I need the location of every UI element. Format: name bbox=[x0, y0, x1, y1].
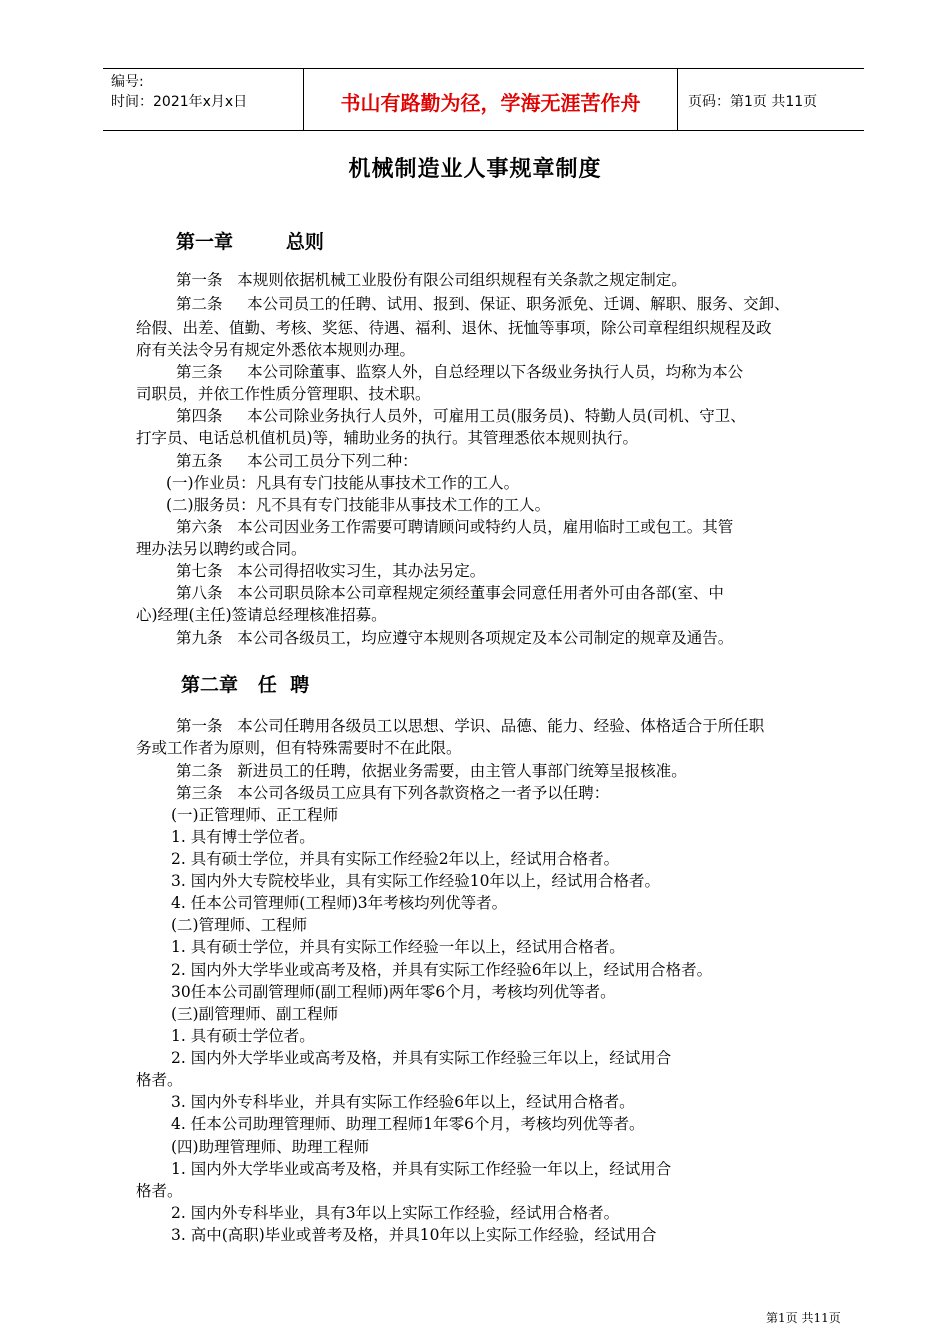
chapter-1-line: 第七条 本公司得招收实习生，其办法另定。 bbox=[176, 562, 486, 580]
chapter-2-line: 2. 具有硕士学位，并具有实际工作经验2年以上，经试用合格者。 bbox=[171, 850, 620, 868]
chapter-1-line: 第一条 本规则依据机械工业股份有限公司组织规程有关条款之规定制定。 bbox=[176, 271, 687, 289]
chapter-1-line: 第六条 本公司因业务工作需要可聘请顾问或特约人员，雇用临时工或包工。其管 bbox=[176, 518, 734, 536]
chapter-1-line: 给假、出差、值勤、考核、奖惩、待遇、福利、退休、抚恤等事项，除公司章程组织规程及政 bbox=[136, 319, 772, 337]
chapter-2-line: 2. 国内外大学毕业或高考及格，并具有实际工作经验6年以上，经试用合格者。 bbox=[171, 961, 713, 979]
header-motto: 书山有路勤为径，学海无涯苦作舟 bbox=[340, 91, 641, 115]
chapter-1-line: 第九条 本公司各级员工，均应遵守本规则各项规定及本公司制定的规章及通告。 bbox=[176, 629, 734, 647]
chapter-1-line: 打字员、电话总机值机员)等，辅助业务的执行。其管理悉依本规则执行。 bbox=[136, 429, 639, 447]
chapter-1-line: 司职员，并依工作性质分管理职、技术职。 bbox=[136, 385, 431, 403]
chapter-1-line: 第八条 本公司职员除本公司章程规定须经董事会同意任用者外可由各部(室、中 bbox=[176, 584, 724, 602]
chapter-2-line: 4. 任本公司助理管理师、助理工程师1年零6个月，考核均列优等者。 bbox=[171, 1115, 645, 1133]
chapter-2-line: 2. 国内外大学毕业或高考及格，并具有实际工作经验三年以上，经试用合 bbox=[171, 1049, 672, 1067]
chapter-2-line: 第一条 本公司任聘用各级员工以思想、学识、品德、能力、经验、体格适合于所任职 bbox=[176, 717, 765, 735]
chapter-2-line: 2. 国内外专科毕业，具有3年以上实际工作经验，经试用合格者。 bbox=[171, 1204, 620, 1222]
chapter-1-line: 理办法另以聘约或合同。 bbox=[136, 540, 307, 558]
chapter-1-line: 第三条 本公司除董事、监察人外，自总经理以下各级业务执行人员，均称为本公 bbox=[176, 363, 744, 381]
number-label: 编号: bbox=[111, 74, 144, 90]
document-title: 机械制造业人事规章制度 bbox=[348, 156, 602, 182]
header-page-info: 页码：第1页 共11页 bbox=[688, 94, 818, 110]
page-header bbox=[103, 68, 864, 131]
chapter-2-line: 1. 具有硕士学位，并具有实际工作经验一年以上，经试用合格者。 bbox=[171, 938, 625, 956]
chapter-1-line: (一)作业员：凡具有专门技能从事技术工作的工人。 bbox=[166, 474, 520, 492]
chapter-1-line: 心)经理(主任)签请总经理核准招募。 bbox=[136, 606, 387, 624]
chapter-2-line: 1. 具有硕士学位者。 bbox=[171, 1027, 315, 1045]
chapter-2-line: 30任本公司副管理师(副工程师)两年零6个月，考核均列优等者。 bbox=[171, 983, 616, 1001]
chapter-2-line: 4. 任本公司管理师(工程师)3年考核均列优等者。 bbox=[171, 894, 508, 912]
chapter-2-line: 1. 国内外大学毕业或高考及格，并具有实际工作经验一年以上，经试用合 bbox=[171, 1160, 672, 1178]
page-footer: 第1页 共11页 bbox=[766, 1311, 841, 1325]
header-right-cell bbox=[678, 69, 864, 130]
chapter-2-line: (一)正管理师、正工程师 bbox=[171, 806, 339, 824]
chapter-2-line: 第二条 新进员工的任聘，依据业务需要，由主管人事部门统筹呈报核准。 bbox=[176, 762, 687, 780]
date-label: 时间：2021年x月x日 bbox=[111, 94, 248, 110]
chapter-2-line: (二)管理师、工程师 bbox=[171, 916, 308, 934]
chapter-1-line: 第五条 本公司工员分下列二种： bbox=[176, 452, 418, 470]
chapter-1-line: 府有关法令另有规定外悉依本规则办理。 bbox=[136, 341, 416, 359]
chapter-1-line: 第二条 本公司员工的任聘、试用、报到、保证、职务派免、迁调、解职、服务、交卸、 bbox=[176, 295, 790, 313]
chapter-2-line: (四)助理管理师、助理工程师 bbox=[171, 1138, 370, 1156]
chapter-2-line: 3. 高中(高职)毕业或普考及格，并具10年以上实际工作经验，经试用合 bbox=[171, 1226, 657, 1244]
header-left-cell bbox=[103, 69, 304, 130]
chapter-2-line: 3. 国内外大专院校毕业，具有实际工作经验10年以上，经试用合格者。 bbox=[171, 872, 660, 890]
chapter-2-line: 格者。 bbox=[136, 1071, 183, 1089]
chapter-1-heading: 第一章 总则 bbox=[176, 231, 324, 253]
chapter-2-line: 务或工作者为原则，但有特殊需要时不在此限。 bbox=[136, 739, 462, 757]
chapter-1-line: 第四条 本公司除业务执行人员外，可雇用工员(服务员)、特勤人员(司机、守卫、 bbox=[176, 407, 746, 425]
chapter-2-line: 格者。 bbox=[136, 1182, 183, 1200]
chapter-2-line: (三)副管理师、副工程师 bbox=[171, 1005, 339, 1023]
header-middle-cell bbox=[304, 69, 678, 130]
chapter-2-line: 1. 具有博士学位者。 bbox=[171, 828, 315, 846]
chapter-1-line: (二)服务员：凡不具有专门技能非从事技术工作的工人。 bbox=[166, 496, 551, 514]
chapter-2-line: 第三条 本公司各级员工应具有下列各款资格之一者予以任聘： bbox=[176, 784, 610, 802]
chapter-2-line: 3. 国内外专科毕业，并具有实际工作经验6年以上，经试用合格者。 bbox=[171, 1093, 635, 1111]
chapter-2-heading: 第二章 任 聘 bbox=[181, 674, 310, 696]
